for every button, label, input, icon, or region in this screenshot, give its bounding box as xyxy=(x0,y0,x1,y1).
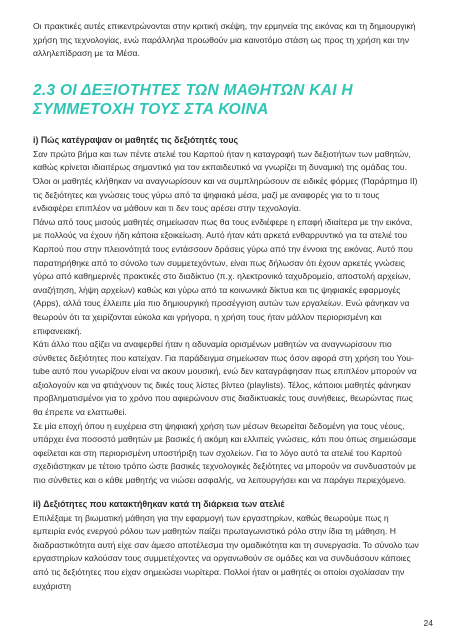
paragraph: Επιλέξαμε τη βιωματική μάθηση για την εφαρμογή των εργαστηρίων, καθώς θεωρούμε πως η εμπειρία ενός ενεργού ρόλου των μαθητών παίζει πρωταγωνιστικό ρόλο στην ίδια τη μάθηση. Η διαδραστικότητα αυτή είχε σαν άμεσο αποτέλεσμα την ομαδικότητα και τη συνεργασία. Το σύνολο των εργαστηρίων καλούσαν τους συμμετέχοντες να οργανωθούν σε ομάδες και να συνδυάσουν κάποιες από τις δεξιότητες που είχαν σημειώσει νωρίτερα. Πολλοί ήταν οι μαθητές οι οποίοι σχολίασαν την ευχάριστη xyxy=(33,512,419,591)
paragraph: Κάτι άλλο που αξίζει να αναφερθεί ήταν η αδυναμία ορισμένων μαθητών να αναγνωρίσουν πιο σύνθετες δεξιότητες που κατείχαν. Για παράδειγμα σημείωσαν πως όσον αφορά στη χρήση του You-tube αυτό που γνωρίζουν είναι να ακουν μουσική, ενώ δεν καταγράφησαν πως επιπλέον μπορούν να αξιολογούν και να φτιάχνουν τις δικές τους λίστες βίντεο (playlists). Τέλος, κάποιοι μαθητές φάνηκαν προβληματισμένοι για το χρόνο που αφιερώνουν στις διαδικτυακές τους συνήθειες, θεωρώντας πως θα έπρεπε να ελαττωθεί. xyxy=(33,339,417,418)
paragraph: Πάνω από τους μισούς μαθητές σημείωσαν πως θα τους ενδιέφερε η επαφή ιδιαίτερα με την εικόνα, με πολλούς να έχουν ήδη κάποια εξοικείωση. Αυτό ήταν κάτι αρκετά ενθαρρυντικό για τα ατελιέ του Καρπού που στην πλειονότητά τους εντάσσουν δράσεις γύρω από την έννοια της εικόνας. Αυτό που παρατηρήθηκε από το σύνολο των συμμετεχόντων, είναι πως δήλωσαν ότι έχουν αρκετές γνώσεις γύρω από καθημερινές πρακτικές στο διαδίκτυο (π.χ. ηλεκτρονικό ταχυδρομείο, αποστολή αρχείων, αναζήτηση, λήψη αρχείων) καθώς και γύρω από τα κοινωνικά δίκτυα και τις ψηφιακές εφαρμογές (Apps), αλλά τους έλλειπε μία πιο δημιουργική προσέγγιση αυτών των εργαλείων. Ενώ φάνηκαν να θεωρούν ότι τα χειρίζονται εύκολα και γρήγορα, η χρήση τους ήταν μάλλον περιορισμένη και επιφανειακή. xyxy=(33,216,413,336)
paragraph: Σαν πρώτο βήμα και των πέντε ατελιέ του Καρπού ήταν η καταγραφή των δεξιοτήτων των μαθητών, καθώς κρίνεται ιδιαιτέρως σημαντικό για τον εκπαιδευτικό να γνωρίζει τη δυναμική της ομάδας του. xyxy=(33,148,411,173)
page-content xyxy=(33,20,419,593)
subsection-title-2: ii) Δεξιότητες που κατακτήθηκαν κατά τη διάρκεια των ατελιέ xyxy=(33,498,285,509)
section-heading: 2.3 ΟΙ ΔΕΞΙΟΤΗΤΕΣ ΤΩΝ ΜΑΘΗΤΩΝ ΚΑΙ Η ΣΥΜΜΕΤΟΧΗ ΤΟΥΣ ΣΤΑ ΚΟΙΝΑ xyxy=(33,81,353,118)
paragraph: Σε μία εποχή όπου η ευχέρεια στη ψηφιακή χρήση των μέσων θεωρείται δεδομένη για τους νέους, υπάρχει ένα ποσοστό μαθητών με βασικές ή ακόμη και ελλιπείς γνώσεις, κάτι που όπως σημειώσαμε οφείλεται και στη περιορισμένη υποστήριξη των σχολείων. Για το λόγο αυτό τα ατελιέ του Καρπού σχεδιάστηκαν με τέτοιο τρόπο ώστε βασικές τεχνολογικές δεξιότητες να μπορούν να συνδυαστούν με πιο σύνθετες και ο κάθε μαθητής να νιώσει ασφαλής, να λειτουργήσει και να παράγει περιεχόμενο. xyxy=(33,420,417,486)
paragraph: Όλοι οι μαθητές κλήθηκαν να αναγνωρίσουν και να συμπληρώσουν σε ειδικές φόρμες (Παράρτημα II) τις δεξιότητες και γνώσεις τους γύρω από τα ψηφιακά μέσα, μαζί με αναφορές για το τι τους ενδιαφέρει επιπλέον να μάθουν και τι δεν τους αρέσει στην τεχνολογία. xyxy=(33,175,418,214)
page-number: 24 xyxy=(423,618,433,628)
subsection-title-1: i) Πώς κατέγραψαν οι μαθητές τις δεξιότητές τους xyxy=(33,134,239,145)
intro-paragraph: Οι πρακτικές αυτές επικεντρώνονται στην κριτική σκέψη, την ερμηνεία της εικόνας και τη δημιουργική χρήση της τεχνολογίας, ενώ παράλληλα προωθούν μια καινοτόμο στάση ως προς τη χρήση και την αλληλεπίδραση με τα Μέσα. xyxy=(33,21,416,59)
